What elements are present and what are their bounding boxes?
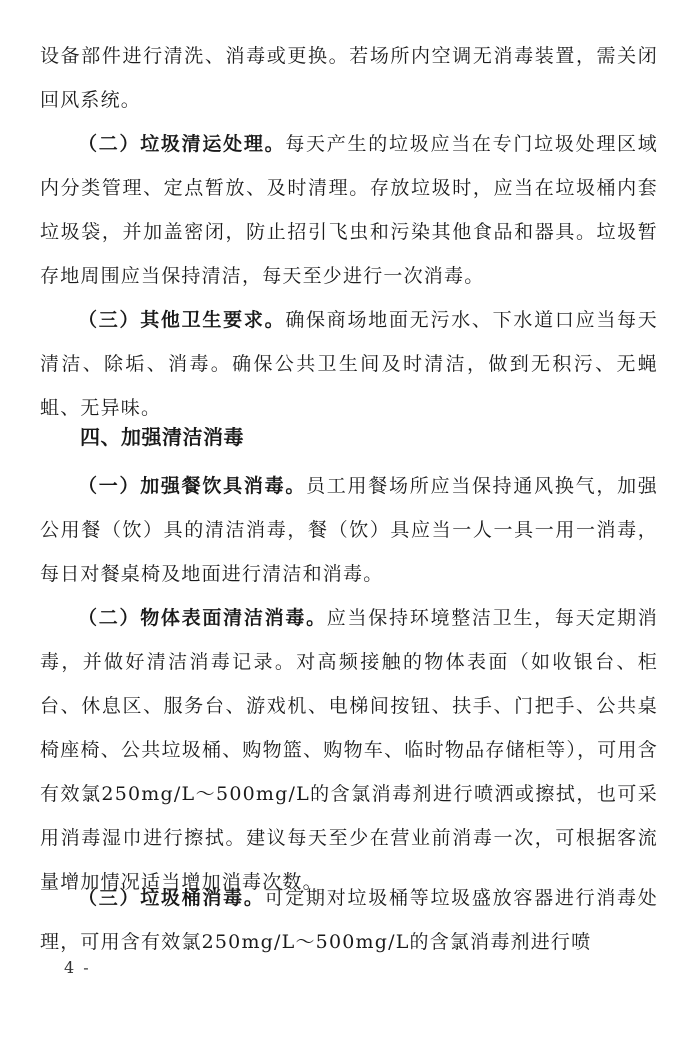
paragraph-surface-disinfection bbox=[40, 596, 658, 904]
paragraph-ventilation-text: 设备部件进行清洗、消毒或更换。若场所内空调无消毒装置，需关闭回风系统。 bbox=[40, 45, 658, 111]
paragraph-other-hygiene-text: 确保商场地面无污水、下水道口应当每天清洁、除垢、消毒。确保公共卫生间及时清洁，做到无积污、无蝇蛆、无异味。 bbox=[40, 309, 658, 419]
paragraph-garbage-handling-text: 每天产生的垃圾应当在专门垃圾处理区域内分类管理、定点暂放、及时清理。存放垃圾时，应当在垃圾桶内套垃圾袋，并加盖密闭，防止招引飞虫和污染其他食品和器具。垃圾暂存地周围应当保持清洁，每天至少进行一次消毒。 bbox=[40, 133, 658, 287]
paragraph-trashcan-disinfection-lead: （三）垃圾桶消毒。 bbox=[78, 887, 265, 909]
paragraph-ventilation bbox=[40, 34, 658, 122]
paragraph-trashcan-disinfection bbox=[40, 876, 658, 964]
paragraph-surface-disinfection-text: 应当保持环境整洁卫生，每天定期消毒，并做好清洁消毒记录。对高频接触的物体表面（如收银台、柜台、休息区、服务台、游戏机、电梯间按钮、扶手、门把手、公共桌椅座椅、公共垃圾桶、购物篮、购物车、临时物品存储柜等），可用含有效氯250mg/L～500mg/L的含氯消毒剂进行喷洒或擦拭，也可采用消毒湿巾进行擦拭。建议每天至少在营业前消毒一次，可根据客流量增加情况适当增加消毒次数。 bbox=[40, 607, 658, 893]
paragraph-garbage-handling bbox=[40, 122, 658, 298]
paragraph-tableware-disinfection-text: 员工用餐场所应当保持通风换气，加强公用餐（饮）具的清洁消毒，餐（饮）具应当一人一具一用一消毒，每日对餐桌椅及地面进行清洁和消毒。 bbox=[40, 475, 659, 585]
paragraph-trashcan-disinfection-text: 可定期对垃圾桶等垃圾盛放容器进行消毒处理，可用含有效氯250mg/L～500mg/L的含氯消毒剂进行喷 bbox=[40, 887, 658, 953]
paragraph-other-hygiene-lead: （三）其他卫生要求。 bbox=[78, 309, 286, 331]
paragraph-garbage-handling-lead: （二）垃圾清运处理。 bbox=[78, 133, 286, 155]
section-heading: 四、加强清洁消毒 bbox=[80, 425, 244, 449]
paragraph-tableware-disinfection bbox=[40, 464, 658, 596]
paragraph-other-hygiene bbox=[40, 298, 658, 430]
page-number: 4 - bbox=[64, 958, 91, 977]
paragraph-tableware-disinfection-lead: （一）加强餐饮具消毒。 bbox=[78, 475, 307, 497]
paragraph-surface-disinfection-lead: （二）物体表面清洁消毒。 bbox=[78, 607, 327, 629]
